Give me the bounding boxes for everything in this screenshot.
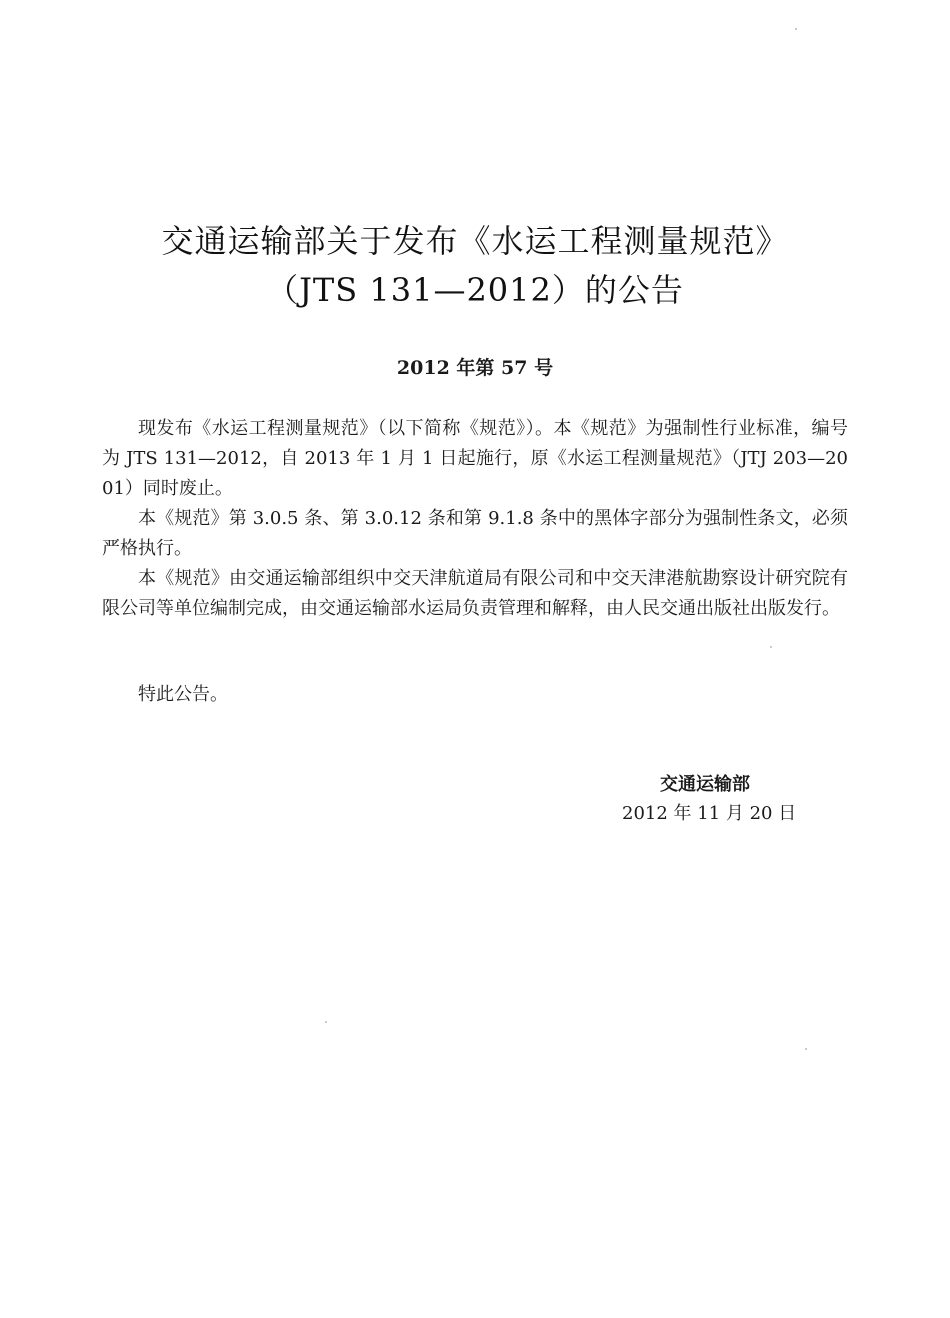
scan-speck <box>770 646 772 648</box>
issue-date: 2012 年 11 月 20 日 <box>622 803 797 824</box>
announcement-body <box>102 414 848 624</box>
paragraph-mandatory-clauses: 本《规范》第 3.0.5 条、第 3.0.12 条和第 9.1.8 条中的黑体字部分为强制性条文，必须严格执行。 <box>102 508 848 559</box>
closing-statement: 特此公告。 <box>138 684 228 705</box>
scan-speck <box>795 28 797 30</box>
issuing-authority: 交通运输部 <box>660 774 750 795</box>
scan-speck <box>325 1021 327 1023</box>
scan-speck <box>805 1048 807 1050</box>
announcement-title-line-1: 交通运输部关于发布《水运工程测量规范》 <box>161 222 789 260</box>
document-number: 2012 年第 57 号 <box>396 357 554 379</box>
paragraph-compilation: 本《规范》由交通运输部组织中交天津航道局有限公司和中交天津港航勘察设计研究院有限公司等单位编制完成，由交通运输部水运局负责管理和解释，由人民交通出版社出版发行。 <box>102 568 848 619</box>
announcement-title-line-2: （JTS 131—2012）的公告 <box>266 271 684 309</box>
paragraph-publication: 现发布《水运工程测量规范》（以下简称《规范》）。本《规范》为强制性行业标准，编号为 JTS 131—2012，自 2013 年 1 月 1 日起施行，原《水运工程测量规范》（JTJ 203—2001）同时废止。 <box>102 418 848 499</box>
